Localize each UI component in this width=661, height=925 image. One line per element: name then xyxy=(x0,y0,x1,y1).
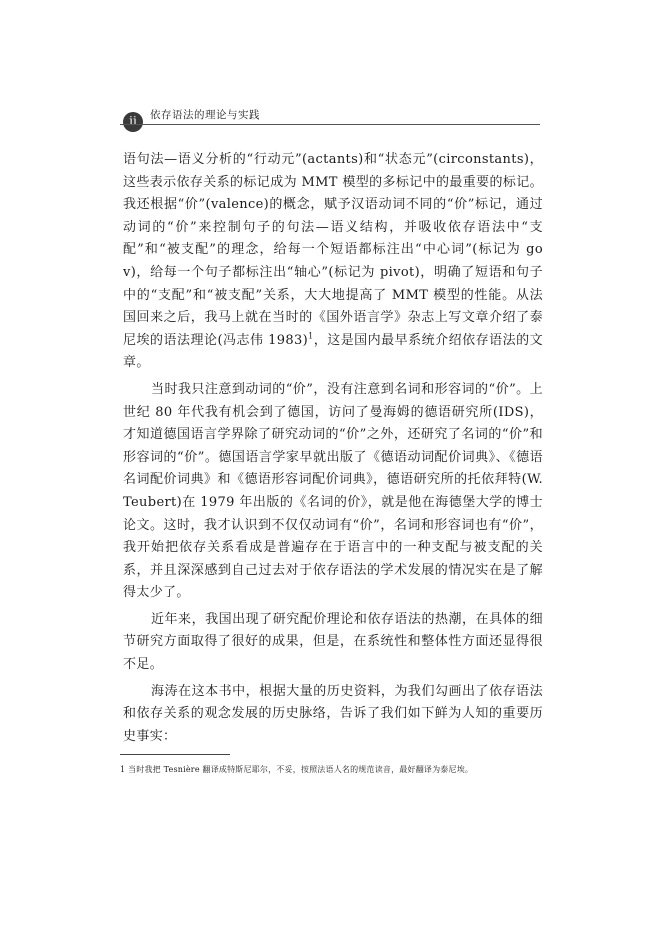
paragraph-1 xyxy=(123,149,543,375)
paragraph-2: 当时我只注意到动词的“价”，没有注意到名词和形容词的“价”。上世纪 80 年代我有机会到了德国，访问了曼海姆的德语研究所(IDS)，才知道德国语言学界除了研究动词的“价”之外，还研究了名词的“价”和形容词的“价”。德国语言学家早就出版了《德语动词配价词典》、《德语名词配价词典》和《德语形容词配价词典》，德语研究所的托依拜特(W. Teubert)在 1979 年出版的《名词的价》，就是他在海德堡大学的博士论文。这时，我才认识到不仅仅动词有“价”，名词和形容词也有“价”，我开始把依存关系看成是普遍存在于语言中的一种支配与被支配的关系，并且深深感到自己过去对于依存语法的学术发展的情况实在是了解得太少了。 xyxy=(123,381,543,601)
footnote-rule xyxy=(120,754,230,755)
paragraph-3: 近年来，我国出现了研究配价理论和依存语法的热潮，在具体的细节研究方面取得了很好的成果，但是，在系统性和整体性方面还显得很不足。 xyxy=(123,611,543,673)
paragraph-1-text: 语句法—语义分析的“行动元”(actants)和“状态元”(circonstants)，这些表示依存关系的标记成为 MMT 模型的多标记中的最重要的标记。我还根据“价”(valence)的概念，赋予汉语动词不同的“价”标记，通过动词的“价”来控制句子的句法—语义结构，并吸收依存语法中“支配”和“被支配”的理念，给每一个短语都标注出“中心词”(标记为 gov)，给每一个句子都标注出“轴心”(标记为 pivot)，明确了短语和句子中的“支配”和“被支配”关系，大大地提高了 MMT 模型的性能。从法国回来之后，我马上就在当时的《国外语言学》杂志上写文章介绍了泰尼埃的语法理论(冯志伟 1983) xyxy=(123,152,543,348)
footnote-reference: 1 xyxy=(308,331,314,341)
footnote xyxy=(120,764,560,776)
header-rule xyxy=(120,124,540,125)
running-title: 依存语法的理论与实践 xyxy=(150,109,260,121)
footnote-number: 1 xyxy=(120,765,126,774)
paragraph-4: 海涛在这本书中，根据大量的历史资料，为我们勾画出了依存语法和依存关系的观念发展的历史脉络，告诉了我们如下鲜为人知的重要历史事实： xyxy=(123,683,543,744)
paragraph-1-tail: ，这是国内最早系统介绍依存语法的文章。 xyxy=(123,332,544,371)
running-header xyxy=(120,108,540,132)
page-number-badge: ii xyxy=(123,112,143,132)
body-text xyxy=(123,149,543,748)
footnote-text: 当时我把 Tesnière 翻译成特斯尼耶尔，不妥，按照法语人名的规范读音，最好翻译为泰尼埃。 xyxy=(128,765,474,774)
